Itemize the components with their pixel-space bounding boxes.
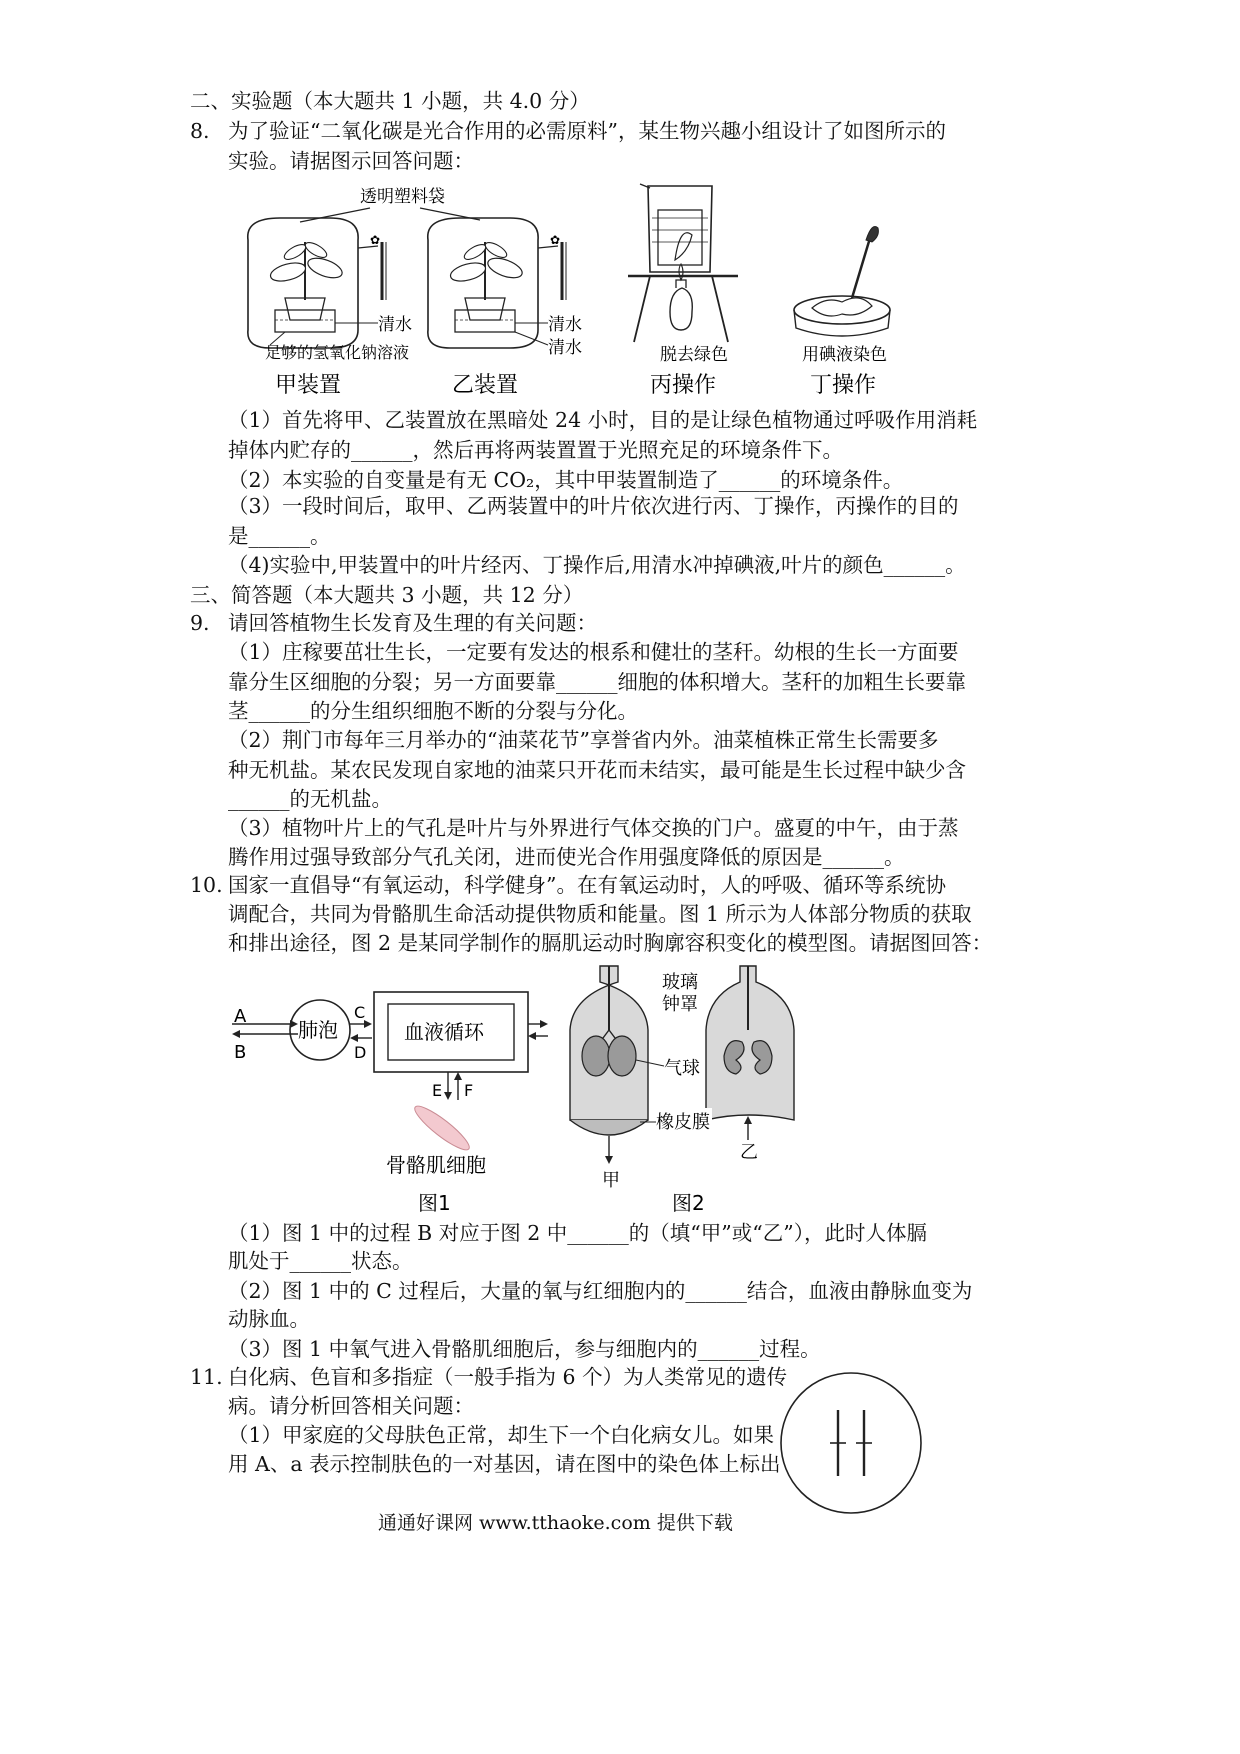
- sub-question: ______的无机盐。: [228, 787, 392, 811]
- caption-bing: 丙操作: [650, 373, 717, 398]
- label-jia: 甲: [602, 1170, 620, 1191]
- sub-question: 茎______的分生组织细胞不断的分裂与分化。: [228, 699, 638, 723]
- sub-question: 种无机盐。某农民发现自家地的油菜只开花而未结实，最可能是生长过程中缺少含: [228, 758, 966, 782]
- balloon-label: 气球: [664, 1058, 700, 1079]
- question-stem: 和排出途径，图 2 是某同学制作的膈肌运动时胸廓容积变化的模型图。请据图回答：: [228, 931, 993, 955]
- model-yi: [706, 966, 794, 1140]
- sub-question: 用 A、a 表示控制肤色的一对基因，请在图中的染色体上标出: [228, 1452, 781, 1476]
- membrane-label: 橡皮膜: [656, 1112, 710, 1133]
- question-stem: 调配合，共同为骨骼肌生命活动提供物质和能量。图 1 所示为人体部分物质的获取: [228, 902, 972, 926]
- sub-question: （4)实验中,甲装置中的叶片经丙、丁操作后,用清水冲掉碘液,叶片的颜色______。: [228, 553, 966, 577]
- figure-1-respiration: [228, 960, 568, 1220]
- model-jia: [570, 966, 648, 1164]
- caption-ding: 丁操作: [810, 373, 877, 398]
- water-label: 清水: [378, 315, 412, 335]
- section-header-short-answer: 三、简答题（本大题共 3 小题，共 12 分）: [190, 583, 584, 607]
- label-A: A: [234, 1006, 247, 1027]
- muscle-cell-image: [410, 1101, 473, 1155]
- question-number: 8.: [190, 119, 210, 143]
- sub-question: 动脉血。: [228, 1307, 310, 1331]
- decolor-label: 脱去绿色: [660, 345, 728, 365]
- sub-question: （2）图 1 中的 C 过程后，大量的氧与红细胞内的______结合，血液由静脉血变为: [228, 1279, 973, 1303]
- sub-question: 掉体内贮存的______，然后再将两装置置于光照充足的环境条件下。: [228, 438, 843, 462]
- figure-1-caption: 图1: [418, 1191, 451, 1215]
- caption-yi: 乙装置: [452, 373, 519, 398]
- question-stem: 白化病、色盲和多指症（一般手指为 6 个）为人类常见的遗传: [228, 1365, 788, 1389]
- label-F: F: [464, 1081, 474, 1100]
- sub-question: 腾作用过强导致部分气孔关闭，进而使光合作用强度降低的原因是______。: [228, 845, 905, 869]
- sub-question: （1）图 1 中的过程 B 对应于图 2 中______的（填“甲”或“乙”），此时人体膈: [228, 1221, 927, 1245]
- label-D: D: [354, 1043, 367, 1062]
- alveolus-label: 肺泡: [298, 1018, 338, 1042]
- experiment-figure: [230, 180, 930, 405]
- question-stem: 为了验证“二氧化碳是光合作用的必需原料”，某生物兴趣小组设计了如图所示的: [228, 119, 946, 143]
- device-jia: [248, 218, 386, 348]
- svg-text:✿: ✿: [370, 233, 381, 247]
- label-B: B: [234, 1042, 247, 1063]
- sub-question: （3）植物叶片上的气孔是叶片与外界进行气体交换的门户。盛夏的中午，由于蒸: [228, 816, 959, 840]
- question-stem: 请回答植物生长发育及生理的有关问题：: [228, 611, 597, 635]
- device-yi: [428, 218, 566, 348]
- iodine-label: 用碘液染色: [802, 345, 887, 365]
- operation-ding: [794, 227, 890, 337]
- caption-jia: 甲装置: [275, 373, 342, 398]
- sub-question: （3）一段时间后，取甲、乙两装置中的叶片依次进行丙、丁操作，丙操作的目的: [228, 494, 959, 518]
- sub-question: 肌处于______状态。: [228, 1249, 413, 1273]
- question-number: 11.: [190, 1365, 223, 1389]
- bag-label: 透明塑料袋: [360, 187, 445, 207]
- page-footer: 通通好课网 www.tthaoke.com 提供下载: [378, 1512, 733, 1534]
- muscle-cell-label: 骨骼肌细胞: [386, 1153, 486, 1177]
- naoh-label: 足够的氢氧化钠溶液: [265, 343, 410, 362]
- sub-question: （2）本实验的自变量是有无 CO₂，其中甲装置制造了______的环境条件。: [228, 468, 904, 492]
- sub-question: （2）荆门市每年三月举办的“油菜花节”享誉省内外。油菜植株正常生长需要多: [228, 728, 939, 752]
- label-E: E: [432, 1081, 443, 1100]
- section-header-experiment: 二、实验题（本大题共 1 小题，共 4.0 分）: [190, 89, 590, 113]
- sub-question: （1）甲家庭的父母肤色正常，却生下一个白化病女儿。如果: [228, 1423, 775, 1447]
- sub-question: 是______。: [228, 524, 331, 548]
- question-number: 10.: [190, 873, 223, 897]
- question-stem: 国家一直倡导“有氧运动，科学健身”。在有氧运动时，人的呼吸、循环等系统协: [228, 873, 946, 897]
- sub-question: （1）庄稼要茁壮生长，一定要有发达的根系和健壮的茎秆。幼根的生长一方面要: [228, 640, 959, 664]
- sub-question: （1）首先将甲、乙装置放在黑暗处 24 小时，目的是让绿色植物通过呼吸作用消耗: [228, 408, 978, 432]
- water-label: 清水: [548, 338, 582, 358]
- svg-text:✿: ✿: [550, 233, 561, 247]
- figure-2-diaphragm-model: [560, 960, 820, 1220]
- question-stem: 实验。请据图示回答问题：: [228, 149, 474, 173]
- label-C: C: [354, 1003, 366, 1022]
- bell-label: 钟罩: [662, 994, 698, 1015]
- sub-question: （3）图 1 中氧气进入骨骼肌细胞后，参与细胞内的______过程。: [228, 1337, 821, 1361]
- water-label: 清水: [548, 315, 582, 335]
- figure-2-caption: 图2: [672, 1191, 705, 1215]
- chromosome-diagram: [778, 1370, 924, 1516]
- operation-bing: [628, 184, 738, 342]
- label-yi: 乙: [740, 1142, 758, 1163]
- sub-question: 靠分生区细胞的分裂；另一方面要靠______细胞的体积增大。茎秆的加粗生长要靠: [228, 670, 966, 694]
- bell-label: 玻璃: [662, 972, 698, 993]
- question-stem: 病。请分析回答相关问题：: [228, 1394, 474, 1418]
- question-number: 9.: [190, 611, 210, 635]
- circulation-label: 血液循环: [404, 1020, 484, 1044]
